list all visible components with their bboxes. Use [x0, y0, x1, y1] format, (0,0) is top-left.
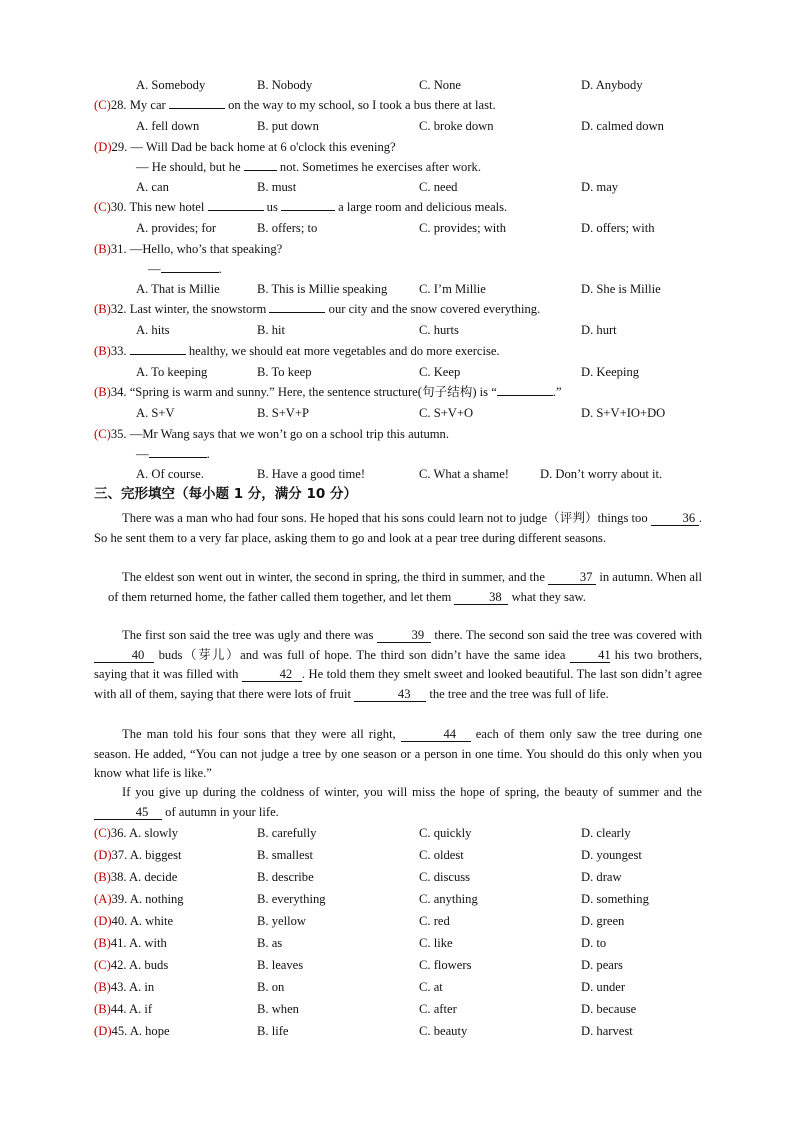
q28-stem: (C)28. My car on the way to my school, so I took a bus there at last.: [94, 98, 496, 112]
cloze-blank-37: 37: [548, 571, 596, 585]
passage-paragraph-4: The man told his four sons that they were all right, 44 each of them only saw the tree during one season. He added, “You can not judge a tree by one season or a person in one time. You should do this only when you know what life is like.”: [94, 727, 702, 780]
q33-option-b: B. To keep: [257, 365, 312, 379]
q29-response: — He should, but he not. Sometimes he exercises after work.: [136, 160, 481, 174]
cloze-option-b: B. yellow: [257, 914, 306, 928]
cloze-question-num-and-option-a: (D)37. A. biggest: [94, 848, 182, 862]
cloze-option-b: B. life: [257, 1024, 289, 1038]
q32-option-d: D. hurt: [581, 323, 617, 337]
cloze-blank-39: 39: [377, 629, 431, 643]
answer-paren: (B): [94, 936, 111, 950]
answer-paren: (B): [94, 385, 111, 399]
cloze-option-b: B. everything: [257, 892, 326, 906]
cloze-option-b: B. describe: [257, 870, 314, 884]
q34-option-a: A. S+V: [136, 406, 175, 420]
q32-option-b: B. hit: [257, 323, 285, 337]
q29-stem: (D)29. — Will Dad be back home at 6 o'clock this evening?: [94, 140, 396, 154]
q32-stem: (B)32. Last winter, the snowstorm our city and the snow covered everything.: [94, 302, 541, 316]
cloze-option-d: D. harvest: [581, 1024, 633, 1038]
q32-option-c: C. hurts: [419, 323, 459, 337]
cloze-option-c: C. anything: [419, 892, 478, 906]
q33-option-d: D. Keeping: [581, 365, 640, 379]
answer-paren: (C): [94, 98, 111, 112]
cloze-option-d: D. to: [581, 936, 607, 950]
q29-option-b: B. must: [257, 180, 297, 194]
cloze-question-num-and-option-a: (B)44. A. if: [94, 1002, 153, 1016]
passage-paragraph-3: The first son said the tree was ugly and there was 39 there. The second son said the tree was covered with 40 buds（芽儿）and was full of hope. The third son didn’t have the same idea 41 his two brothers, saying that it was filled with 42 . He told them they smelt sweet and looked beautiful. The last son didn’t agree with all of them, saying that there were lots of fruit 43 the tree and the tree was full of life.: [94, 628, 703, 701]
cloze-option-d: D. something: [581, 892, 649, 906]
answer-paren: (C): [94, 200, 111, 214]
q33-option-a: A. To keeping: [136, 365, 208, 379]
passage-paragraph-1: There was a man who had four sons. He hoped that his sons could learn not to judge（评判）things too 36 . So he sent them to a very far place, asking them to go and look at a pear tree during different seasons.: [94, 511, 702, 545]
answer-paren: (C): [94, 826, 111, 840]
q30-option-b: B. offers; to: [257, 221, 318, 235]
q30-option-d: D. offers; with: [581, 221, 655, 235]
cloze-blank-38: 38: [454, 591, 508, 605]
passage-paragraph-5: If you give up during the coldness of winter, you will miss the hope of spring, the beauty of summer and the 45 of autumn in your life.: [94, 783, 702, 822]
cloze-blank-44: 44: [401, 728, 471, 742]
cloze-blank-43: 43: [354, 688, 426, 702]
cloze-option-d: D. green: [581, 914, 625, 928]
cloze-option-c: C. like: [419, 936, 453, 950]
answer-paren: (C): [94, 427, 111, 441]
passage-paragraph-2: The eldest son went out in winter, the second in spring, the third in summer, and the 37 in autumn. When all of them returned home, the father called them together, and let them 38 what they saw.: [108, 570, 702, 604]
answer-blank: [269, 312, 325, 313]
q27-option-d: D. Anybody: [581, 78, 643, 92]
answer-blank: [244, 170, 277, 171]
q29-option-c: C. need: [419, 180, 458, 194]
q33-stem: (B)33. healthy, we should eat more vegetables and do more exercise.: [94, 344, 500, 358]
cloze-question-num-and-option-a: (C)42. A. buds: [94, 958, 169, 972]
cloze-option-d: D. pears: [581, 958, 623, 972]
cloze-question-num-and-option-a: (B)43. A. in: [94, 980, 155, 994]
cloze-option-c: C. quickly: [419, 826, 472, 840]
answer-paren: (C): [94, 958, 111, 972]
answer-paren: (A): [94, 892, 112, 906]
cloze-blank-42: 42: [242, 668, 302, 682]
cloze-blank-45: 45: [94, 806, 162, 820]
q35-option-b: B. Have a good time!: [257, 467, 366, 481]
cloze-option-b: B. on: [257, 980, 285, 994]
q35-option-d: D. Don’t worry about it.: [540, 467, 663, 481]
cloze-option-d: D. clearly: [581, 826, 631, 840]
cloze-question-num-and-option-a: (A)39. A. nothing: [94, 892, 184, 906]
q27-option-b: B. Nobody: [257, 78, 313, 92]
q34-stem: (B)34. “Spring is warm and sunny.” Here, the sentence structure(句子结构) is “ .”: [94, 385, 562, 399]
q31-stem: (B)31. —Hello, who’s that speaking?: [94, 242, 283, 256]
cloze-option-b: B. when: [257, 1002, 299, 1016]
cloze-option-b: B. carefully: [257, 826, 317, 840]
cloze-option-c: C. after: [419, 1002, 457, 1016]
cloze-question-num-and-option-a: (D)45. A. hope: [94, 1024, 170, 1038]
q34-option-c: C. S+V+O: [419, 406, 474, 420]
cloze-blank-40: 40: [94, 649, 154, 663]
q28-option-d: D. calmed down: [581, 119, 664, 133]
section-heading: 三、完形填空（每小题 1 分，满分 10 分）: [94, 486, 357, 502]
cloze-option-c: C. beauty: [419, 1024, 468, 1038]
q31-option-c: C. I’m Millie: [419, 282, 486, 296]
q34-option-b: B. S+V+P: [257, 406, 310, 420]
cloze-option-d: D. under: [581, 980, 626, 994]
answer-paren: (B): [94, 302, 111, 316]
answer-blank: [161, 272, 219, 273]
answer-blank: [497, 395, 553, 396]
answer-paren: (B): [94, 870, 111, 884]
q31-option-a: A. That is Millie: [136, 282, 220, 296]
q31-response: — .: [148, 262, 222, 276]
q35-response: — .: [136, 447, 210, 461]
answer-blank: [130, 354, 186, 355]
q34-option-d: D. S+V+IO+DO: [581, 406, 666, 420]
answer-blank: [281, 210, 335, 211]
q28-option-c: C. broke down: [419, 119, 494, 133]
q30-option-a: A. provides; for: [136, 221, 217, 235]
answer-paren: (D): [94, 914, 112, 928]
cloze-option-c: C. flowers: [419, 958, 472, 972]
cloze-option-d: D. draw: [581, 870, 622, 884]
q28-option-a: A. fell down: [136, 119, 200, 133]
q32-option-a: A. hits: [136, 323, 170, 337]
cloze-option-d: D. because: [581, 1002, 637, 1016]
answer-paren: (D): [94, 140, 112, 154]
q30-stem: (C)30. This new hotel us a large room and delicious meals.: [94, 200, 508, 214]
q29-option-d: D. may: [581, 180, 619, 194]
q35-option-a: A. Of course.: [136, 467, 204, 481]
q30-option-c: C. provides; with: [419, 221, 507, 235]
cloze-option-c: C. discuss: [419, 870, 471, 884]
answer-paren: (B): [94, 980, 111, 994]
cloze-option-b: B. as: [257, 936, 283, 950]
cloze-blank-41: 41: [570, 649, 610, 663]
cloze-question-num-and-option-a: (B)41. A. with: [94, 936, 167, 950]
answer-paren: (D): [94, 1024, 112, 1038]
cloze-option-c: C. red: [419, 914, 450, 928]
q27-option-c: C. None: [419, 78, 461, 92]
answer-paren: (B): [94, 242, 111, 256]
answer-paren: (B): [94, 344, 111, 358]
cloze-question-num-and-option-a: (D)40. A. white: [94, 914, 174, 928]
answer-blank: [149, 457, 207, 458]
q27-option-a: A. Somebody: [136, 78, 206, 92]
q35-stem: (C)35. —Mr Wang says that we won’t go on a school trip this autumn.: [94, 427, 449, 441]
cloze-blank-36: 36: [651, 512, 699, 526]
q28-option-b: B. put down: [257, 119, 319, 133]
cloze-option-d: D. youngest: [581, 848, 642, 862]
q31-option-b: B. This is Millie speaking: [257, 282, 388, 296]
cloze-option-c: C. oldest: [419, 848, 464, 862]
cloze-question-num-and-option-a: (B)38. A. decide: [94, 870, 178, 884]
answer-paren: (B): [94, 1002, 111, 1016]
cloze-question-num-and-option-a: (C)36. A. slowly: [94, 826, 179, 840]
answer-paren: (D): [94, 848, 112, 862]
answer-blank: [169, 108, 225, 109]
cloze-option-c: C. at: [419, 980, 443, 994]
q31-option-d: D. She is Millie: [581, 282, 661, 296]
answer-blank: [208, 210, 264, 211]
cloze-option-b: B. leaves: [257, 958, 304, 972]
q35-option-c: C. What a shame!: [419, 467, 509, 481]
q33-option-c: C. Keep: [419, 365, 461, 379]
cloze-option-b: B. smallest: [257, 848, 313, 862]
q29-option-a: A. can: [136, 180, 169, 194]
